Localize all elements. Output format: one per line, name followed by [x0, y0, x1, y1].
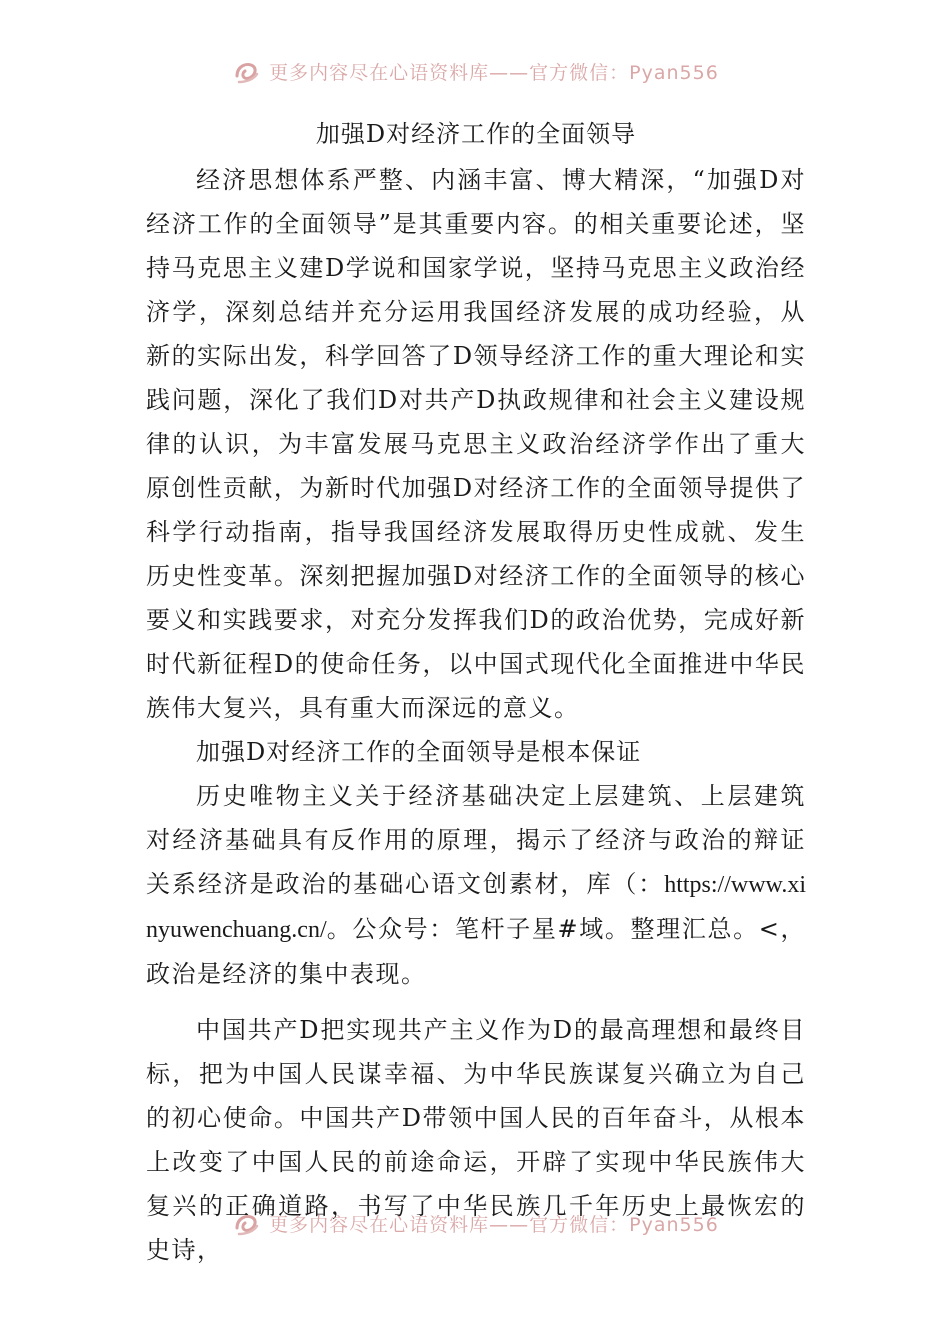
paragraph-text-tail: 。公众号：笔杆子星#域。整理汇总。<，政治是经济的集中表现。 — [146, 915, 806, 988]
document-title: 加强D对经济工作的全面领导 — [315, 120, 637, 148]
watermark-footer — [0, 1206, 950, 1240]
section-paragraph-2: 中国共产D把实现共产主义作为D的最高理想和最终目标，把为中国人民谋幸福、为中华民族谋复兴确立为自己的初心使命。中国共产D带领中国人民的百年奋斗，从根本上改变了中国人民的前途命运，开辟了实现中华民族伟大复兴的正确道路，书写了中华民族几千年历史上最恢宏的史诗， — [146, 1016, 806, 1264]
watermark-text: 更多内容尽在心语资料库——官方微信：Pyan556 — [269, 1213, 719, 1236]
document-body — [146, 112, 806, 1272]
intro-paragraph: 经济思想体系严整、内涵丰富、博大精深，“加强D对经济工作的全面领导”是其重要内容。的相关重要论述，坚持马克思主义建D学说和国家学说，坚持马克思主义政治经济学，深刻总结并充分运用我国经济发展的成功经验，从新的实际出发，科学回答了D领导经济工作的重大理论和实践问题，深化了我们D对共产D执政规律和社会主义建设规律的认识，为丰富发展马克思主义政治经济学作出了重大原创性贡献，为新时代加强D对经济工作的全面领导提供了科学行动指南，指导我国经济发展取得历史性成就、发生历史性变革。深刻把握加强D对经济工作的全面领导的核心要义和实践要求，对充分发挥我们D的政治优势，完成好新时代新征程D的使命任务，以中国式现代化全面推进中华民族伟大复兴，具有重大而深远的意义。 — [146, 166, 806, 722]
section-paragraph-1 — [146, 774, 806, 996]
section-heading: 加强D对经济工作的全面领导是根本保证 — [196, 738, 642, 766]
watermark-header — [0, 54, 950, 88]
brand-logo-icon — [231, 1208, 261, 1238]
brand-logo-icon — [231, 56, 261, 86]
paragraph-text: 历史唯物主义关于经济基础决定上层建筑、上层建筑对经济基础具有反作用的原理，揭示了经济与政治的辩证关系经济是政治的基础心语文创素材，库（： — [146, 782, 806, 898]
source-link[interactable]: https://www.xinyuwenchuang.cn/ — [146, 872, 806, 943]
watermark-text: 更多内容尽在心语资料库——官方微信：Pyan556 — [269, 61, 719, 84]
